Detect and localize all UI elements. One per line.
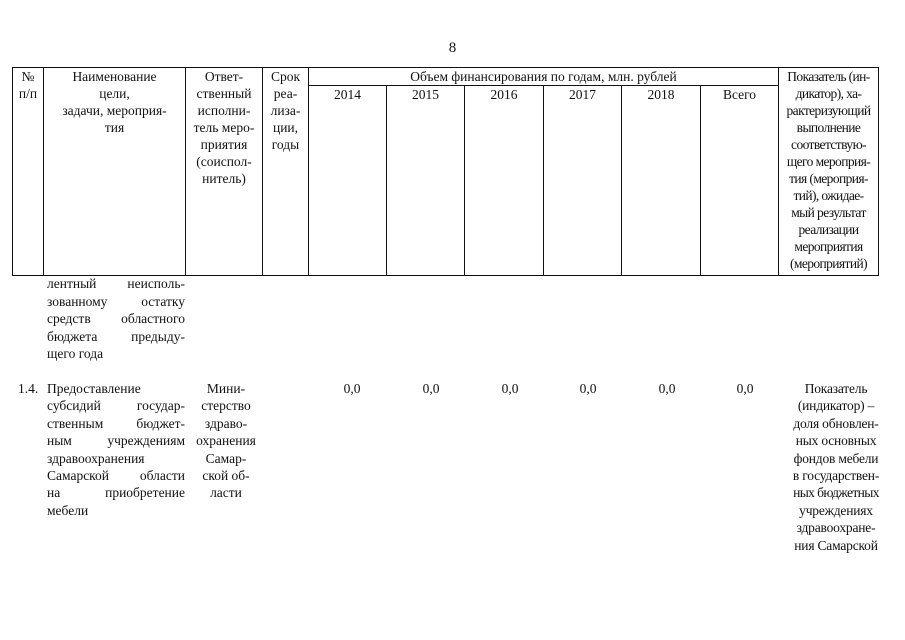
header-name: Наименование цели, задачи, мероприя- тия — [44, 68, 186, 276]
row-name: Предоставление субсидий государ- ственным бюджет- ным учреждениям здравоохранения Самарской области на приобретение мебели — [47, 381, 185, 518]
value-2017: 0,0 — [579, 381, 597, 396]
header-year-total: Всего — [701, 86, 779, 276]
header-year-2017: 2017 — [544, 86, 622, 276]
value-2018: 0,0 — [658, 381, 676, 396]
header-year-2018: 2018 — [622, 86, 701, 276]
row-number: 1.4. — [18, 381, 39, 396]
continuation-text: лентный неисполь- зованному остатку средств областного бюджета предыду- щего года — [47, 276, 185, 362]
header-num: № п/п — [13, 68, 44, 276]
header-funding-title: Объем финансирования по годам, млн. рублей — [309, 68, 779, 86]
header-indicator: Показатель (ин- дикатор), ха- рактеризующий выполнение соответствую- щего мероприя- тия (мероприя- тий), ожидае- мый результат реализации мероприятия (мероприятий) — [779, 68, 879, 276]
header-year-2016: 2016 — [465, 86, 544, 276]
header-term: Срок реа- лиза- ции, годы — [263, 68, 309, 276]
row-executor: Мини- стерство здраво- охранения Самар- ской об- ласти — [196, 381, 256, 501]
header-table — [12, 67, 879, 276]
row-indicator: Показатель (индикатор) – доля обновлен- ных основных фондов мебели в государствен- ных бюджетных учреждениях здравоохране- ния Самарской — [792, 381, 880, 553]
value-2015: 0,0 — [422, 381, 440, 396]
value-total: 0,0 — [736, 381, 754, 396]
value-2014: 0,0 — [343, 381, 361, 396]
header-executor: Ответ- ственный исполни- тель меро- приятия (соиспол- нитель) — [186, 68, 263, 276]
header-year-2014: 2014 — [309, 86, 387, 276]
page-number: 8 — [448, 40, 457, 56]
header-year-2015: 2015 — [387, 86, 465, 276]
value-2016: 0,0 — [501, 381, 519, 396]
